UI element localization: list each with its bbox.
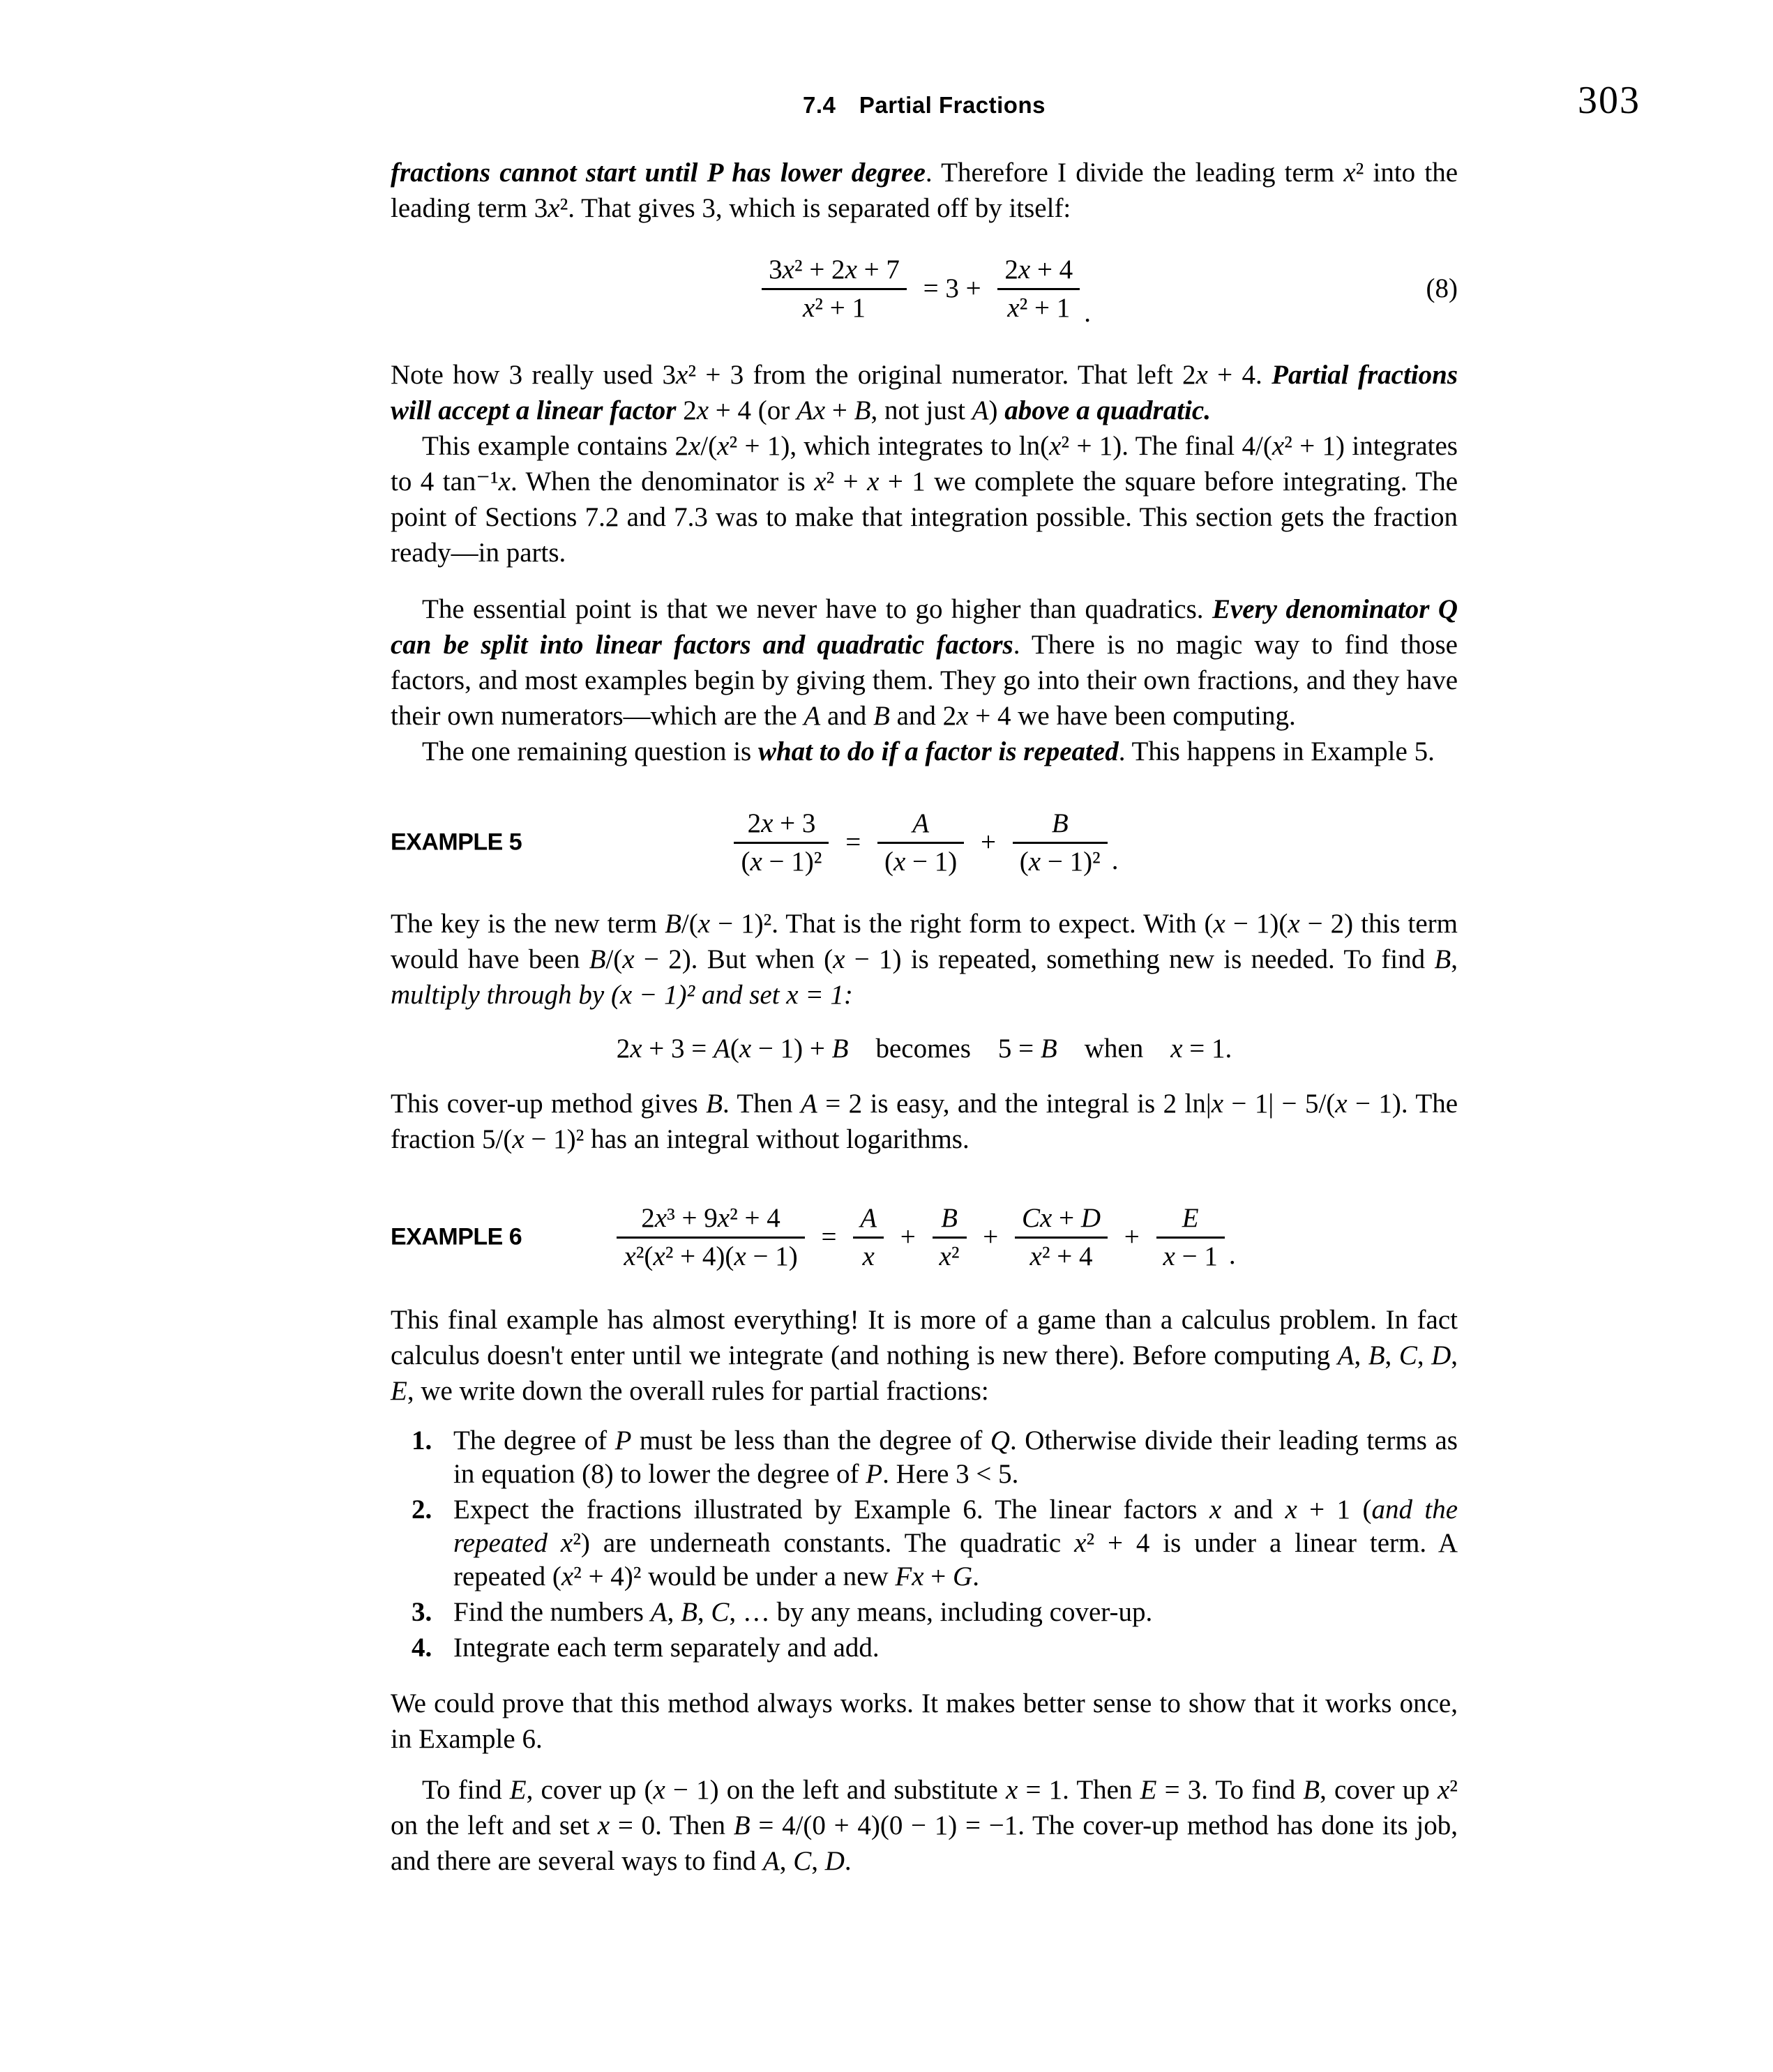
- fraction-denominator: x² + 1: [1007, 292, 1071, 323]
- example-5-equation: [730, 808, 1118, 878]
- fraction-numerator: 2x + 4: [997, 254, 1080, 290]
- rule-text: Expect the fractions illustrated by Example 6. The linear factors x and x + 1 (and the repeated x²) are underneath constants. The quadratic x² + 4 is under a linear term. A repeated (x² + 4)² would be under a new Fx + G.: [453, 1495, 1458, 1591]
- example-5-label: EXAMPLE 5: [391, 829, 522, 856]
- equation-period: .: [1111, 845, 1119, 875]
- paragraph-find-e: To find E, cover up (x − 1) on the left and substitute x = 1. Then E = 3. To find B, cover up x² on the left and set x = 0. Then B = 4/(0 + 4)(0 − 1) = −1. The cover-up method has done its job, and there are several ways to find A, C, D.: [391, 1775, 1458, 1876]
- equation-operator: +: [974, 827, 1003, 857]
- fraction: [997, 254, 1080, 324]
- fraction: [853, 1202, 884, 1273]
- rule-number: 3.: [412, 1597, 432, 1627]
- rule-item-2: [412, 1493, 1458, 1594]
- paragraph-division-intro: fractions cannot start until P has lower degree. Therefore I divide the leading term x² into the leading term 3x². That gives 3, which is separated off by itself:: [391, 158, 1458, 223]
- rule-text: Integrate each term separately and add.: [453, 1633, 880, 1663]
- fraction: [762, 254, 907, 324]
- equation-operator: +: [893, 1222, 923, 1252]
- paragraph-note-partial: Note how 3 really used 3x² + 3 from the original numerator. That left 2x + 4. Partial fractions will accept a linear factor 2x + 4 (or Ax + B, not just A) above a quadratic.: [391, 360, 1458, 425]
- paragraph-coverup-method: This cover-up method gives B. Then A = 2 is easy, and the integral is 2 ln|x − 1| − 5/(x − 1). The fraction 5/(x − 1)² has an integral without logarithms.: [391, 1089, 1458, 1154]
- rules-list: [412, 1424, 1458, 1665]
- fraction: [1013, 808, 1108, 878]
- rule-number: 2.: [412, 1495, 432, 1525]
- paragraph-key-new-term: The key is the new term B/(x − 1)². That is the right form to expect. With (x − 1)(x − 2) this term would have been B/(x − 2). But when (x − 1) is repeated, something new is needed. To find B, multiply through by (x − 1)² and set x = 1:: [391, 909, 1458, 1010]
- paragraph-remaining-question: The one remaining question is what to do if a factor is repeated. This happens in Example 5.: [422, 736, 1435, 766]
- fraction: [1156, 1202, 1225, 1273]
- rule-item-1: [412, 1424, 1458, 1491]
- fraction-denominator: (x − 1)²: [741, 846, 822, 877]
- rule-text: The degree of P must be less than the degree of Q. Otherwise divide their leading terms as in equation (8) to lower the degree of P. Here 3 < 5.: [453, 1426, 1458, 1489]
- fraction-numerator: B: [1013, 808, 1108, 844]
- rule-number: 4.: [412, 1633, 432, 1663]
- equation-8: [391, 247, 1458, 331]
- paragraph-example-contains: This example contains 2x/(x² + 1), which integrates to ln(x² + 1). The final 4/(x² + 1) integrates to 4 tan⁻¹x. When the denominator is x² + x + 1 we complete the square before integrating. The point of Sections 7.2 and 7.3 was to make that integration possible. This section gets the fraction ready—in parts.: [391, 431, 1458, 568]
- coverup-equation: 2x + 3 = A(x − 1) + B becomes 5 = B when x = 1.: [616, 1034, 1232, 1064]
- rule-item-4: [412, 1631, 1458, 1665]
- rule-number: 1.: [412, 1426, 432, 1455]
- equation-period: .: [1228, 1239, 1236, 1270]
- fraction-numerator: 3x² + 2x + 7: [762, 254, 907, 290]
- fraction-denominator: x² + 4: [1029, 1241, 1093, 1271]
- equation-operator: +: [1117, 1222, 1147, 1252]
- rule-text: Find the numbers A, B, C, … by any means, including cover-up.: [453, 1597, 1153, 1627]
- fraction: [1015, 1202, 1108, 1273]
- fraction-denominator: x: [862, 1241, 875, 1271]
- fraction-denominator: x²(x² + 4)(x − 1): [624, 1241, 798, 1271]
- paragraph-could-prove: We could prove that this method always works. It makes better sense to show that it works once, in Example 6.: [391, 1688, 1458, 1754]
- fraction-numerator: 2x + 3: [734, 808, 829, 844]
- fraction: [933, 1202, 967, 1273]
- equation-operator: +: [976, 1222, 1006, 1252]
- fraction-numerator: E: [1156, 1202, 1225, 1239]
- rule-item-3: [412, 1596, 1458, 1629]
- fraction-denominator: (x − 1)²: [1019, 846, 1101, 877]
- fraction-numerator: 2x³ + 9x² + 4: [617, 1202, 804, 1239]
- fraction-numerator: A: [877, 808, 964, 844]
- fraction-numerator: B: [933, 1202, 967, 1239]
- page-content: [391, 0, 1458, 1879]
- example-6-label: EXAMPLE 6: [391, 1223, 522, 1250]
- fraction-numerator: Cx + D: [1015, 1202, 1108, 1239]
- example-6-block: [391, 1192, 1458, 1283]
- equation-operator: =: [814, 1222, 844, 1252]
- fraction: [617, 1202, 804, 1273]
- fraction-denominator: x − 1: [1163, 1241, 1218, 1271]
- equation-number: (8): [1426, 273, 1458, 303]
- example-5-block: [391, 797, 1458, 888]
- page-number: 303: [1578, 79, 1640, 122]
- fraction: [734, 808, 829, 878]
- fraction: [877, 808, 964, 878]
- equation-period: .: [1084, 298, 1091, 328]
- section-header: 7.4 Partial Fractions: [803, 92, 1046, 118]
- fraction-denominator: (x − 1): [884, 846, 958, 877]
- fraction-denominator: x² + 1: [802, 292, 866, 323]
- paragraph-final-example: This final example has almost everything! It is more of a game than a calculus problem. In fact calculus doesn't enter until we integrate (and nothing is new there). Before computing A, B, C, D, E, we write down the overall rules for partial fractions:: [391, 1305, 1458, 1406]
- equation-operator: =: [838, 827, 868, 857]
- fraction-denominator: x²: [939, 1241, 960, 1271]
- equation-operator: = 3 +: [916, 273, 988, 303]
- example-6-equation: [612, 1202, 1235, 1273]
- paragraph-essential-point: The essential point is that we never have to go higher than quadratics. Every denominator Q can be split into linear factors and quadratic factors. There is no magic way to find those factors, and most examples begin by giving them. They go into their own fractions, and they have their own numerators—which are the A and B and 2x + 4 we have been computing.: [391, 594, 1458, 731]
- fraction-numerator: A: [853, 1202, 884, 1239]
